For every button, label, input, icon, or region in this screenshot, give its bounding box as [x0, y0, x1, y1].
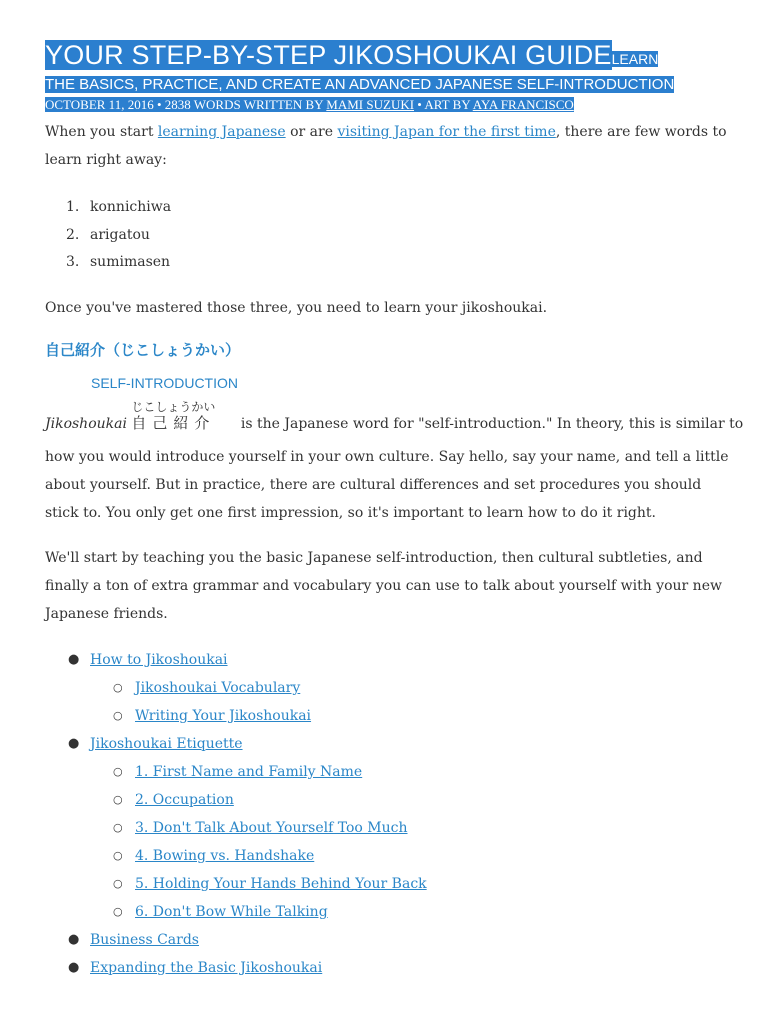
list-number: 2.: [66, 227, 80, 243]
list-item: [66, 252, 170, 272]
toc-link[interactable]: 3. Don't Talk About Yourself Too Much: [135, 820, 408, 836]
toc-subitem: [113, 790, 234, 810]
jikoshoukai-word: Jikoshoukai: [45, 416, 127, 432]
author-link[interactable]: MAMI SUZUKI: [326, 97, 415, 112]
toc-link[interactable]: Writing Your Jikoshoukai: [135, 708, 312, 724]
list-number: 1.: [66, 199, 80, 215]
section-heading-english: SELF-INTRODUCTION: [91, 375, 238, 391]
circle-bullet-icon: ○: [113, 793, 123, 806]
toc-link[interactable]: 4. Bowing vs. Handshake: [135, 848, 315, 864]
intro-text-1: When you start: [45, 124, 158, 140]
intro-text-3: , there are few words to learn right away:: [45, 124, 727, 168]
list-item: [66, 197, 171, 217]
after-list-paragraph: Once you've mastered those three, you need to learn your jikoshoukai.: [45, 300, 548, 316]
meta-date-words: OCTOBER 11, 2016 • 2838 WORDS WRITTEN BY: [45, 97, 327, 112]
bullet-icon: ●: [68, 652, 80, 667]
toc-link[interactable]: Expanding the Basic Jikoshoukai: [90, 960, 323, 976]
toc-item: [68, 734, 243, 754]
intro-paragraph: [45, 118, 730, 174]
intro-text-2: or are: [285, 124, 338, 140]
circle-bullet-icon: ○: [113, 681, 123, 694]
list-item: [66, 225, 150, 245]
kanji: 自己紹介: [131, 414, 216, 432]
toc-link[interactable]: Business Cards: [90, 932, 199, 948]
toc-subitem: [113, 874, 427, 894]
circle-bullet-icon: ○: [113, 849, 123, 862]
subtitle-text: THE BASICS, PRACTICE, AND CREATE AN ADVANCED JAPANESE SELF-INTRODUCTION: [45, 76, 675, 93]
toc-subitem: [113, 846, 315, 866]
article-title: [45, 40, 722, 74]
toc-link[interactable]: 1. First Name and Family Name: [135, 764, 363, 780]
circle-bullet-icon: ○: [113, 877, 123, 890]
bullet-icon: ●: [68, 932, 80, 947]
title-tail: LEARN: [611, 51, 659, 67]
list-text: arigatou: [90, 227, 150, 243]
circle-bullet-icon: ○: [113, 905, 123, 918]
visiting-japan-link[interactable]: visiting Japan for the first time: [337, 124, 556, 140]
bullet-icon: ●: [68, 960, 80, 975]
meta-art-by: • ART BY: [414, 97, 473, 112]
list-text: sumimasen: [90, 254, 171, 270]
circle-bullet-icon: ○: [113, 709, 123, 722]
toc-subitem: [113, 678, 301, 698]
toc-item: [68, 958, 323, 978]
jikoshoukai-definition-line: [45, 400, 745, 432]
learning-japanese-link[interactable]: learning Japanese: [157, 124, 286, 140]
furigana: じこしょうかい: [131, 400, 216, 414]
article-meta: [45, 95, 574, 114]
toc-subitem: [113, 902, 328, 922]
toc-subitem: [113, 818, 408, 838]
definition-text: is the Japanese word for "self-introduction." In theory, this is similar to: [240, 416, 744, 432]
toc-link[interactable]: 6. Don't Bow While Talking: [135, 904, 328, 920]
bullet-icon: ●: [68, 736, 80, 751]
toc-subitem: [113, 762, 363, 782]
jikoshoukai-paragraph: how you would introduce yourself in your own culture. Say hello, say your name, and tell a little about yourself. But in practice, there are cultural differences and set procedures you should stick to. You only get one first impression, so it's important to learn how to do it right.: [45, 449, 729, 521]
kanji-with-furigana: [131, 400, 236, 432]
toc-link[interactable]: 5. Holding Your Hands Behind Your Back: [135, 876, 427, 892]
article-subtitle: [45, 75, 683, 95]
start-paragraph: We'll start by teaching you the basic Japanese self-introduction, then cultural subtleties, and finally a ton of extra grammar and vocabulary you can use to talk about yourself with your new Japanese friends.: [45, 550, 722, 622]
section-heading-japanese: 自己紹介（じこしょうかい）: [45, 341, 241, 359]
toc-link[interactable]: Jikoshoukai Etiquette: [90, 736, 243, 752]
toc-item: [68, 650, 228, 670]
artist-link[interactable]: AYA FRANCISCO: [472, 97, 574, 112]
toc-link[interactable]: 2. Occupation: [135, 792, 234, 808]
toc-link[interactable]: Jikoshoukai Vocabulary: [135, 680, 301, 696]
toc-subitem: [113, 706, 312, 726]
circle-bullet-icon: ○: [113, 821, 123, 834]
list-number: 3.: [66, 254, 80, 270]
toc-item: [68, 930, 199, 950]
toc-link[interactable]: How to Jikoshoukai: [90, 652, 228, 668]
list-text: konnichiwa: [90, 199, 172, 215]
title-text: YOUR STEP-BY-STEP JIKOSHOUKAI GUIDE: [45, 40, 612, 70]
circle-bullet-icon: ○: [113, 765, 123, 778]
